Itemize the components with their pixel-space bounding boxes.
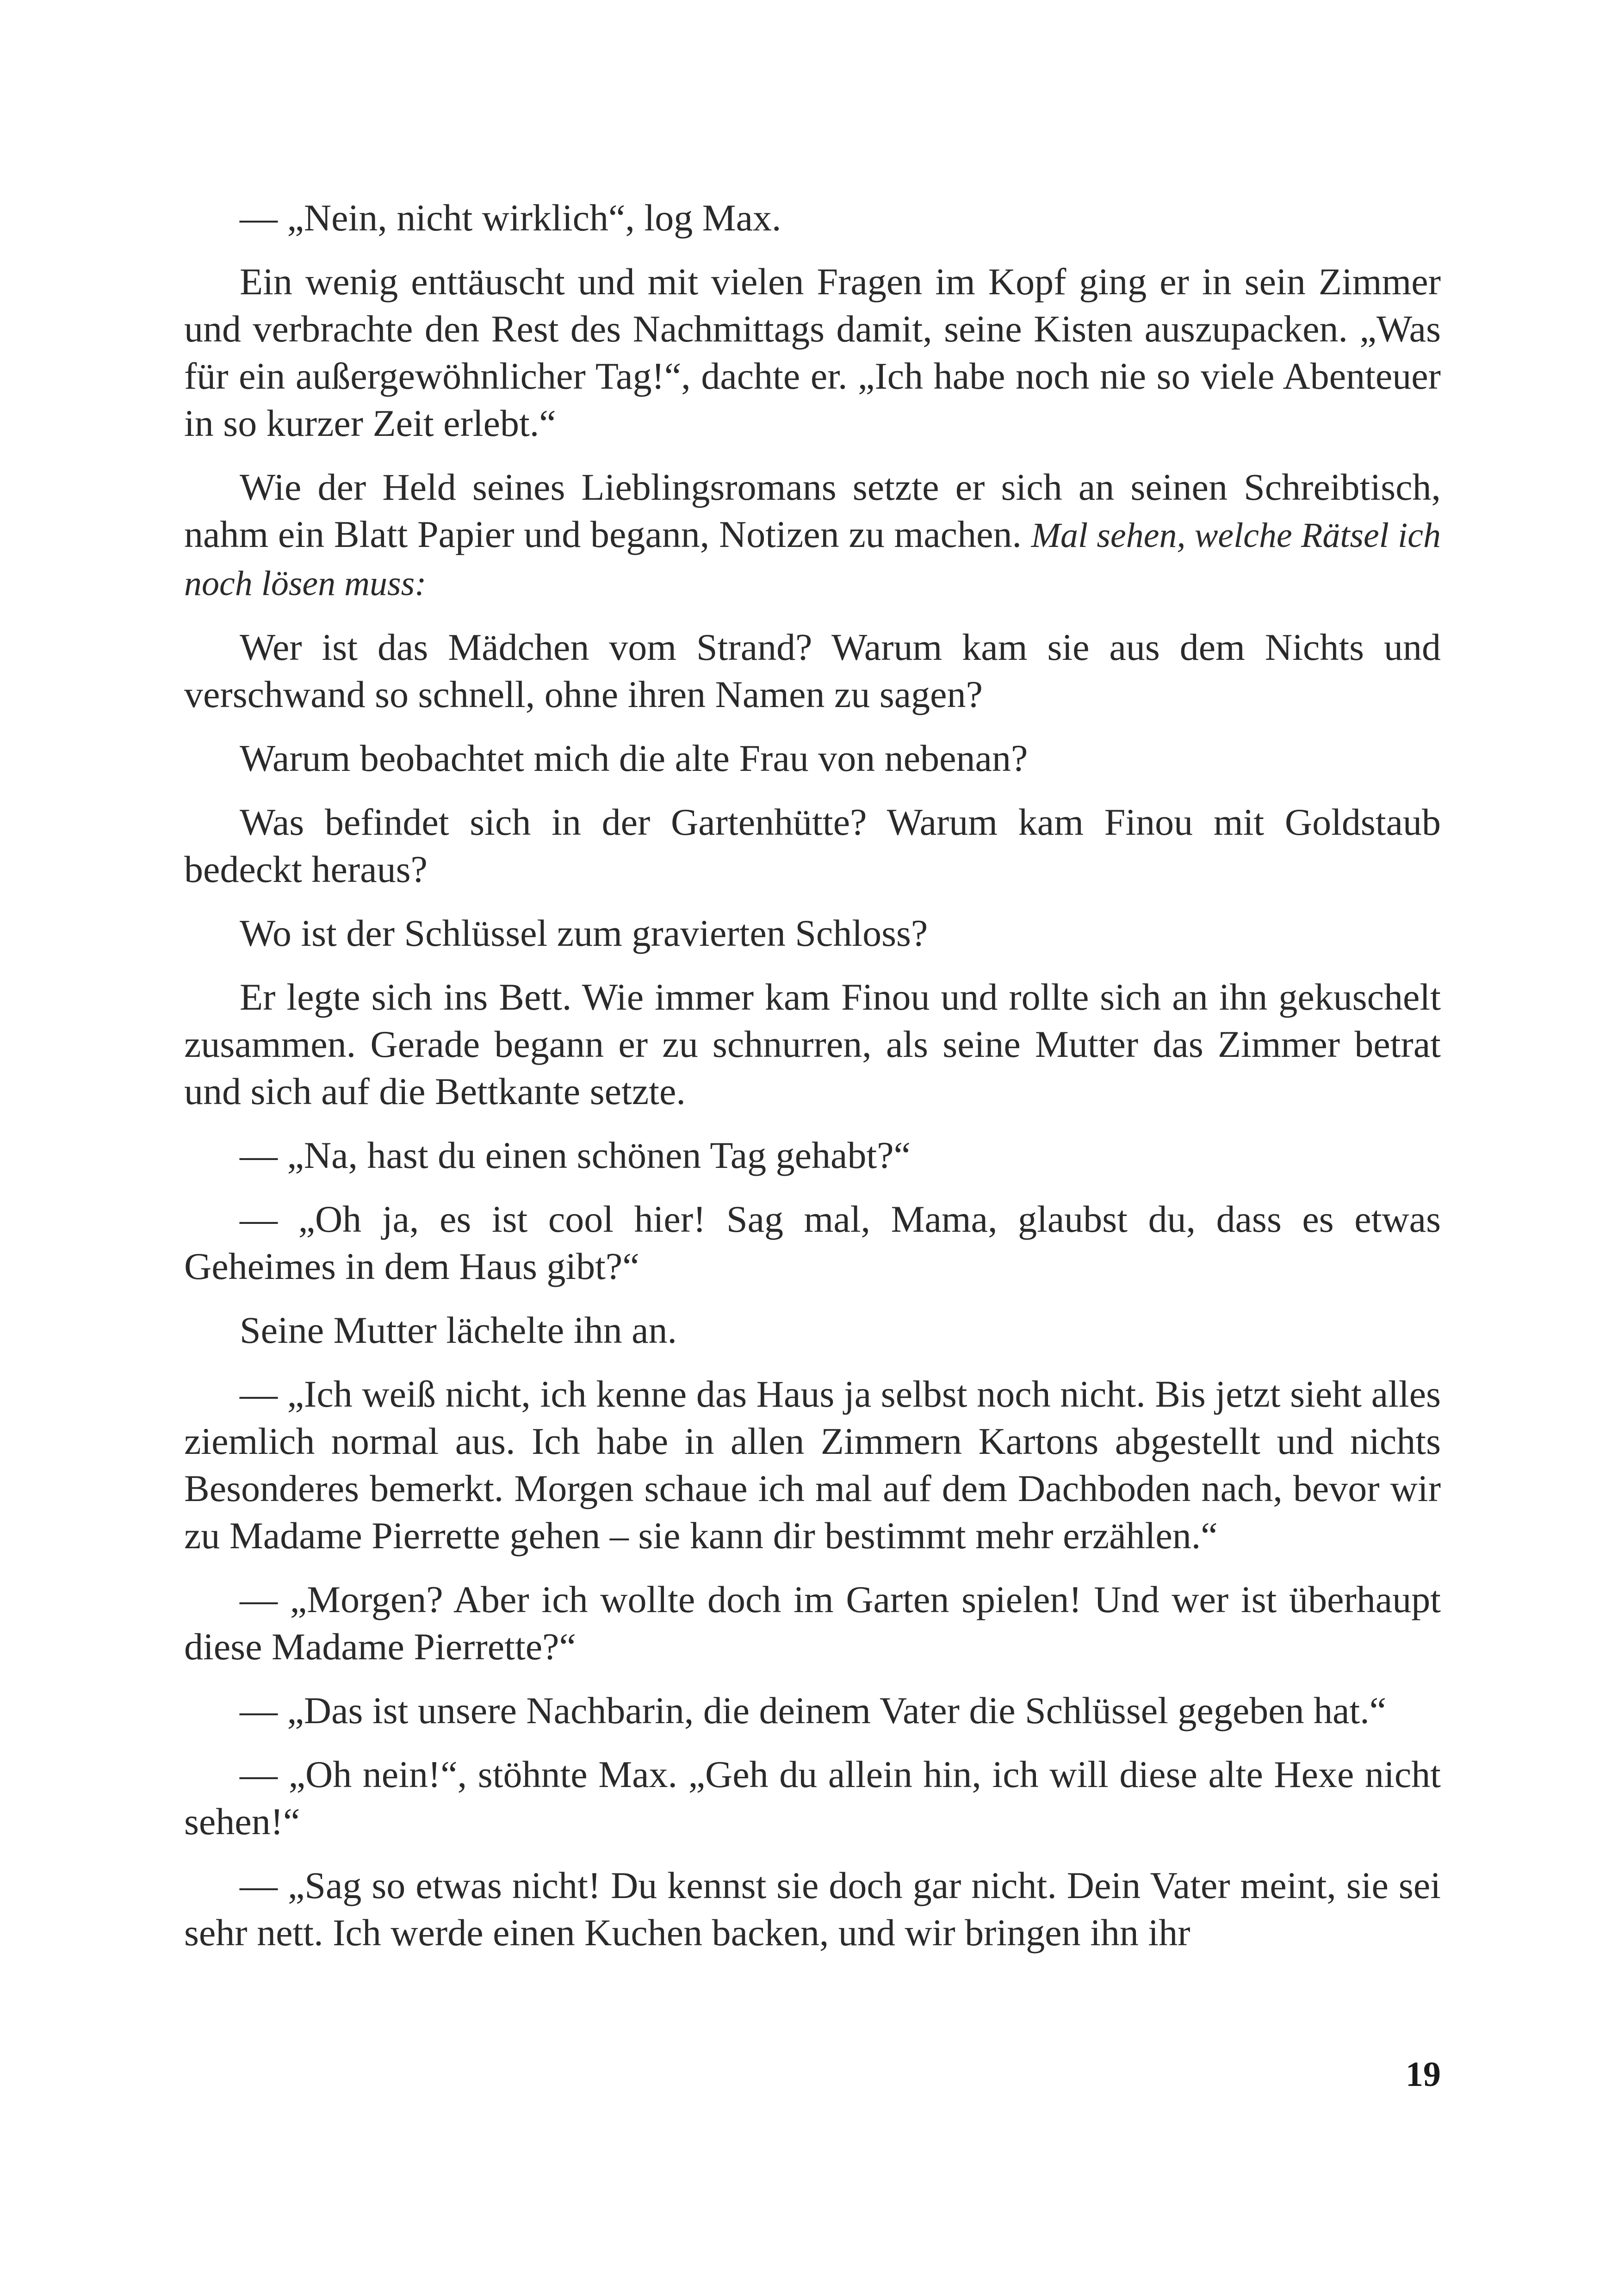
paragraph: Ein wenig enttäuscht und mit vielen Fragen im Kopf ging er in sein Zimmer und verbrachte den Rest des Nachmittags damit, seine Kisten auszupacken. „Was für ein außergewöhnlicher Tag!“, dachte er. „Ich habe noch nie so viele Abenteuer in so kurzer Zeit erlebt.“	[184, 261, 1441, 444]
paragraph: — „Ich weiß nicht, ich kenne das Haus ja selbst noch nicht. Bis jetzt sieht alles ziemlich normal aus. Ich habe in allen Zimmern Kartons abgestellt und nichts Besonderes bemerkt. Morgen schaue ich mal auf dem Dachboden nach, bevor wir zu Madame Pierrette gehen – sie kann dir bestimmt mehr erzählen.“	[184, 1373, 1441, 1557]
paragraph: — „Oh nein!“, stöhnte Max. „Geh du allein hin, ich will diese alte Hexe nicht sehen!“	[184, 1753, 1441, 1843]
paragraph: — „Nein, nicht wirklich“, log Max.	[240, 197, 781, 239]
paragraph: Wer ist das Mädchen vom Strand? Warum kam sie aus dem Nichts und verschwand so schnell, ohne ihren Namen zu sagen?	[184, 626, 1441, 715]
paragraph: — „Das ist unsere Nachbarin, die deinem Vater die Schlüssel gegeben hat.“	[240, 1689, 1387, 1731]
paragraph: Wo ist der Schlüssel zum gravierten Schloss?	[240, 912, 928, 954]
italic-note: Mal sehen, welche Rätsel ich noch lösen muss:	[184, 516, 1441, 603]
paragraph: — „Morgen? Aber ich wollte doch im Garten spielen! Und wer ist überhaupt diese Madame Pierrette?“	[184, 1578, 1441, 1668]
paragraph: Er legte sich ins Bett. Wie immer kam Finou und rollte sich an ihn gekuschelt zusammen. Gerade begann er zu schnurren, als seine Mutter das Zimmer betrat und sich auf die Bettkante setzte.	[184, 976, 1441, 1112]
paragraph: Was befindet sich in der Gartenhütte? Warum kam Finou mit Goldstaub bedeckt heraus?	[184, 801, 1441, 890]
paragraph	[184, 464, 1441, 607]
paragraph: — „Sag so etwas nicht! Du kennst sie doch gar nicht. Dein Vater meint, sie sei sehr nett. Ich werde einen Kuchen backen, und wir bringen ihn ihr	[184, 1864, 1441, 1954]
paragraph: — „Na, hast du einen schönen Tag gehabt?“	[240, 1134, 911, 1176]
page-number: 19	[1406, 2055, 1441, 2094]
paragraph: Seine Mutter lächelte ihn an.	[240, 1309, 677, 1351]
paragraph-text: Wie der Held seines Lieblingsromans setzte er sich an seinen Schreibtisch, nahm ein Blatt Papier und begann, Notizen zu machen.	[184, 466, 1441, 555]
body-text	[184, 194, 1441, 1973]
paragraph: — „Oh ja, es ist cool hier! Sag mal, Mama, glaubst du, dass es etwas Geheimes in dem Haus gibt?“	[184, 1198, 1441, 1287]
paragraph: Warum beobachtet mich die alte Frau von nebenan?	[240, 737, 1028, 779]
